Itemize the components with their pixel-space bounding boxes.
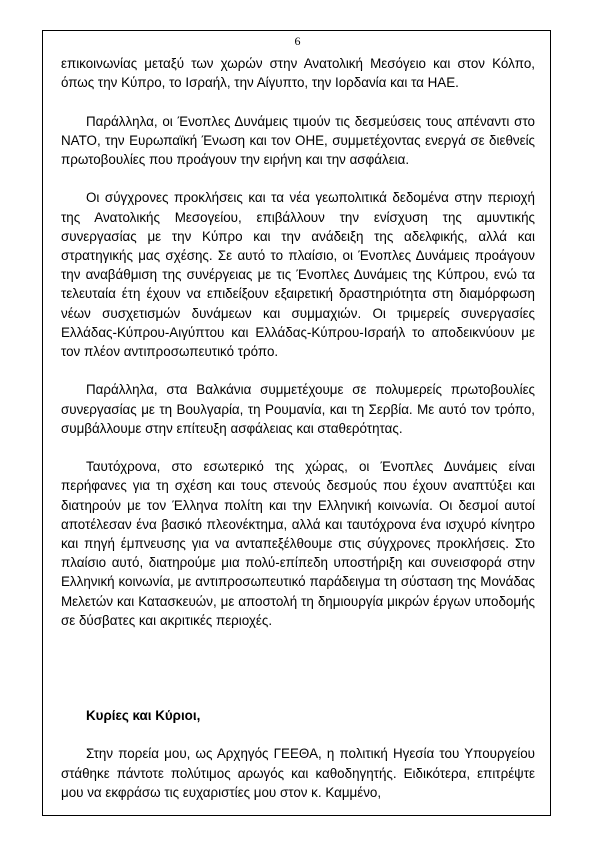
paragraph-1: επικοινωνίας μεταξύ των χωρών στην Ανατολική Μεσόγειο και στον Κόλπο, όπως την Κύπρο, το Ισραήλ, την Αίγυπτο, την Ιορδανία και τα ΗΑΕ.: [61, 56, 535, 91]
section-heading: Κυρίες και Κύριοι,: [86, 708, 201, 724]
page-number: 6: [294, 34, 301, 48]
paragraph-4: Παράλληλα, στα Βαλκάνια συμμετέχουμε σε πολυμερείς πρωτοβουλίες συνεργασίας με τη Βουλγαρία, τη Ρουμανία, και τη Σερβία. Με αυτό τον τρόπο, συμβάλλουμε στην επίτευξη ασφάλειας και σταθερότητας.: [61, 382, 535, 436]
paragraph-3: Οι σύγχρονες προκλήσεις και τα νέα γεωπολιτικά δεδομένα στην περιοχή της Ανατολικής Μεσογείου, επιβάλλουν την ενίσχυση της αμυντικής συνεργασίας με την Κύπρο και την ανάδειξη της αδελφικής, αλλά και στρατηγικής μας σχέσης. Σε αυτό το πλαίσιο, οι Ένοπλες Δυνάμεις προάγουν την αναβάθμιση της συνέργειας με τις Ένοπλες Δυνάμεις της Κύπρου, ενώ τα τελευταία έτη έχουν να επιδείξουν εξαιρετική δραστηριότητα στη διαμόρφωση νέων συσχετισμών δυνάμεων και συμμαχιών. Οι τριμερείς συνεργασίες Ελλάδας-Κύπρου-Αιγύπτου και Ελλάδας-Κύπρου-Ισραήλ το αποδεικνύουν με τον πλέον αντιπροσωπευτικό τρόπο.: [61, 190, 535, 360]
paragraph-2: Παράλληλα, οι Ένοπλες Δυνάμεις τιμούν τις δεσμεύσεις τους απέναντι στο ΝΑΤΟ, την Ευρωπαϊκή Ένωση και τον ΟΗΕ, συμμετέχοντας ενεργά σε διεθνείς πρωτοβουλίες που προάγουν την ειρήνη και την ασφάλεια.: [61, 113, 535, 167]
paragraph-5: Ταυτόχρονα, στο εσωτερικό της χώρας, οι Ένοπλες Δυνάμεις είναι περήφανες για τη σχέση και τους στενούς δεσμούς που έχουν αναπτύξει και διατηρούν με τον Έλληνα πολίτη και την Ελληνική κοινωνία. Οι δεσμοί αυτοί αποτέλεσαν ένα βασικό πλεονέκτημα, αλλά και ταυτόχρονα ένα ισχυρό κίνητρο και πηγή έμπνευσης για να ανταπεξέλθουμε στις σύγχρονες προκλήσεις. Στο πλαίσιο αυτό, διατηρούμε μια πολύ-επίπεδη υποστήριξη και συνεισφορά στην Ελληνική κοινωνία, με αντιπροσωπευτικό παράδειγμα τη σύσταση της Μονάδας Μελετών και Κατασκευών, με αποστολή τη δημιουργία μικρών έργων υποδομής σε δύσβατες και ακριτικές περιοχές.: [61, 459, 535, 628]
paragraph-6: Στην πορεία μου, ως Αρχηγός ΓΕΕΘΑ, η πολιτική Ηγεσία του Υπουργείου στάθηκε πάντοτε πολύτιμος αρωγός και καθοδηγητής. Ειδικότερα, επιτρέψτε μου να εκφράσω τις ευχαριστίες μου στον κ. Καμμένο,: [61, 746, 535, 800]
document-body: [61, 54, 535, 821]
